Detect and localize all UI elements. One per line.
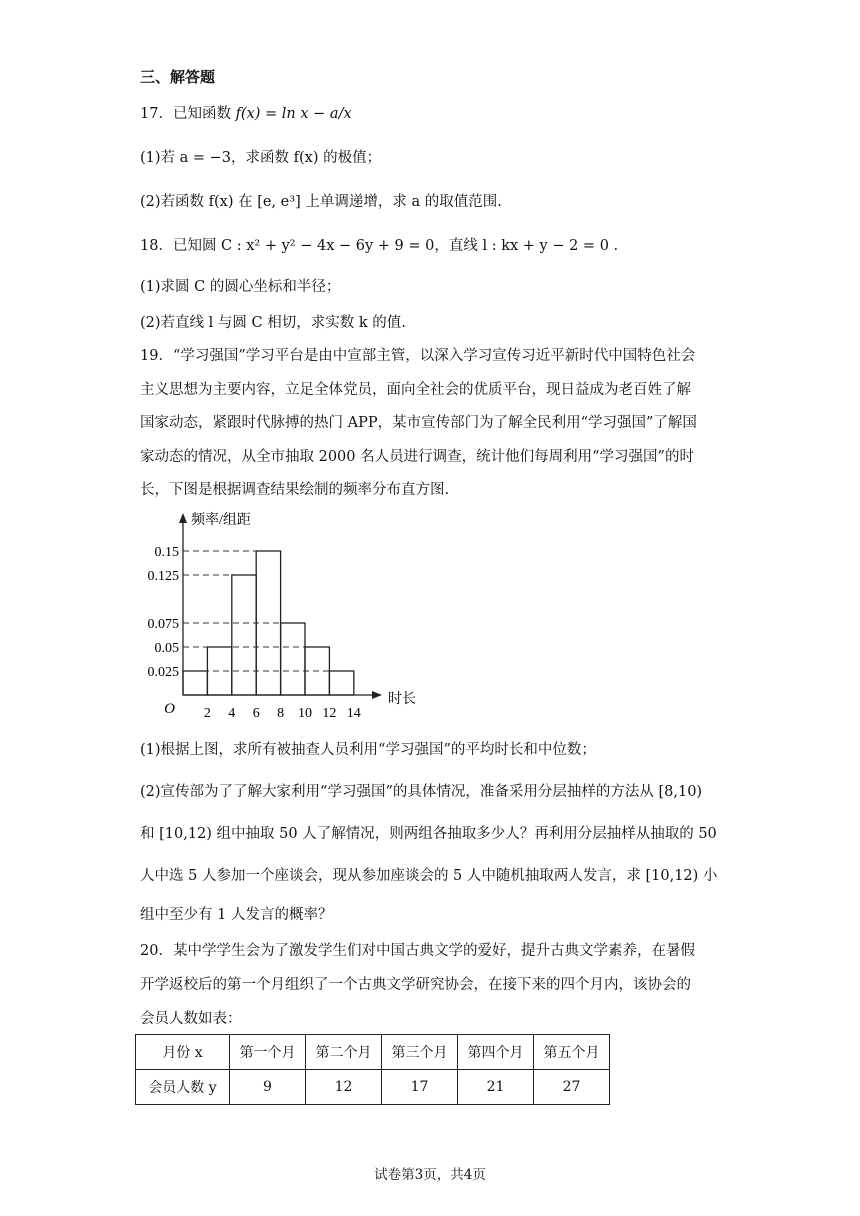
x-axis-title: 时长 <box>388 692 416 707</box>
q19-part2-line-4: 组中至少有 1 人发言的概率？ <box>140 907 333 923</box>
q19-line-4: 家动态的情况，从全市抽取 2000 名人员进行调查，统计他们每周利用“学习强国”的时 <box>140 449 694 465</box>
q19-part2-line-3: 人中选 5 人参加一个座谈会，现从参加座谈会的 5 人中随机抽取两人发言，求 [10,12) 小 <box>140 868 718 884</box>
q17-formula: f(x) = ln x − a/x <box>235 106 352 122</box>
x-tick-label: 8 <box>277 706 285 721</box>
y-axis-title: 频率/组距 <box>191 513 251 528</box>
q19-part2-line-2: 和 [10,12) 组中抽取 50 人了解情况，则两组各抽取多少人？再利用分层抽样从抽取的 50 <box>140 826 717 842</box>
table-cell-count: 27 <box>534 1070 610 1105</box>
q18-part2: (2)若直线 l 与圆 C 相切，求实数 k 的值. <box>140 315 406 331</box>
q20-line-1: 20．某中学学生会为了激发学生们对中国古典文学的爱好，提升古典文学素养，在暑假 <box>140 943 695 959</box>
table-cell-count: 17 <box>382 1070 458 1105</box>
table-cell-count: 9 <box>230 1070 306 1105</box>
table-cell-month: 第四个月 <box>458 1035 534 1070</box>
x-tick-label: 6 <box>252 706 260 721</box>
table-cell-count: 12 <box>306 1070 382 1105</box>
origin-label: O <box>164 701 175 717</box>
q18-stem: 18．已知圆 C : x² + y² − 4x − 6y + 9 = 0，直线 l : kx + y − 2 = 0 . <box>140 238 619 254</box>
table-row <box>136 1035 610 1070</box>
q18-part1: (1)求圆 C 的圆心坐标和半径； <box>140 279 341 295</box>
histogram-bar <box>183 671 207 695</box>
q20-line-3: 会员人数如表： <box>140 1011 242 1027</box>
q19-line-1: 19．“学习强国”学习平台是由中宣部主管，以深入学习宣传习近平新时代中国特色社会 <box>140 348 696 364</box>
table-cell-month: 第二个月 <box>306 1035 382 1070</box>
section-title: 三、解答题 <box>140 68 216 86</box>
table-head-month: 月份 x <box>136 1035 230 1070</box>
table-cell-count: 21 <box>458 1070 534 1105</box>
x-tick-label: 14 <box>346 706 361 721</box>
histogram-bar <box>232 575 256 695</box>
table-cell-month: 第三个月 <box>382 1035 458 1070</box>
x-axis-arrow <box>372 691 382 699</box>
y-tick-label: 0.125 <box>147 569 179 584</box>
y-tick-label: 0.075 <box>147 617 179 632</box>
q19-line-3: 国家动态，紧跟时代脉搏的热门 APP，某市宣传部门为了解全民利用“学习强国”了解国 <box>140 415 697 431</box>
q17-prefix: 17．已知函数 <box>140 106 236 122</box>
member-count-table <box>135 1034 610 1105</box>
x-tick-label: 12 <box>322 706 337 721</box>
q17-part2: (2)若函数 f(x) 在 [e, e³] 上单调递增，求 a 的取值范围. <box>140 194 502 210</box>
page-footer: 试卷第3页，共4页 <box>374 1167 486 1183</box>
q20-line-2: 开学返校后的第一个月组织了一个古典文学研究协会，在接下来的四个月内，该协会的 <box>140 977 691 993</box>
frequency-histogram <box>140 508 460 726</box>
x-tick-label: 10 <box>298 706 312 721</box>
q17-stem <box>140 102 352 123</box>
table-row <box>136 1070 610 1105</box>
y-tick-label: 0.025 <box>147 665 179 680</box>
histogram-bar <box>281 623 305 695</box>
y-tick-label: 0.15 <box>154 545 179 560</box>
x-tick-label: 4 <box>228 706 236 721</box>
y-tick-label: 0.05 <box>154 641 179 656</box>
table-head-count: 会员人数 y <box>136 1070 230 1105</box>
histogram-bar <box>329 671 353 695</box>
y-axis-arrow <box>179 513 187 523</box>
x-tick-label: 2 <box>203 706 211 721</box>
table-cell-month: 第五个月 <box>534 1035 610 1070</box>
q17-part1: (1)若 a = −3，求函数 f(x) 的极值； <box>140 150 382 166</box>
table-cell-month: 第一个月 <box>230 1035 306 1070</box>
q19-line-5: 长，下图是根据调查结果绘制的频率分布直方图. <box>140 482 450 498</box>
q19-part2-line-1: (2)宣传部为了了解大家利用“学习强国”的具体情况，准备采用分层抽样的方法从 [8,10) <box>140 784 703 800</box>
q19-part1: (1)根据上图，求所有被抽查人员利用“学习强国”的平均时长和中位数； <box>140 742 596 758</box>
q19-line-2: 主义思想为主要内容，立足全体党员，面向全社会的优质平台，现日益成为老百姓了解 <box>140 382 691 398</box>
